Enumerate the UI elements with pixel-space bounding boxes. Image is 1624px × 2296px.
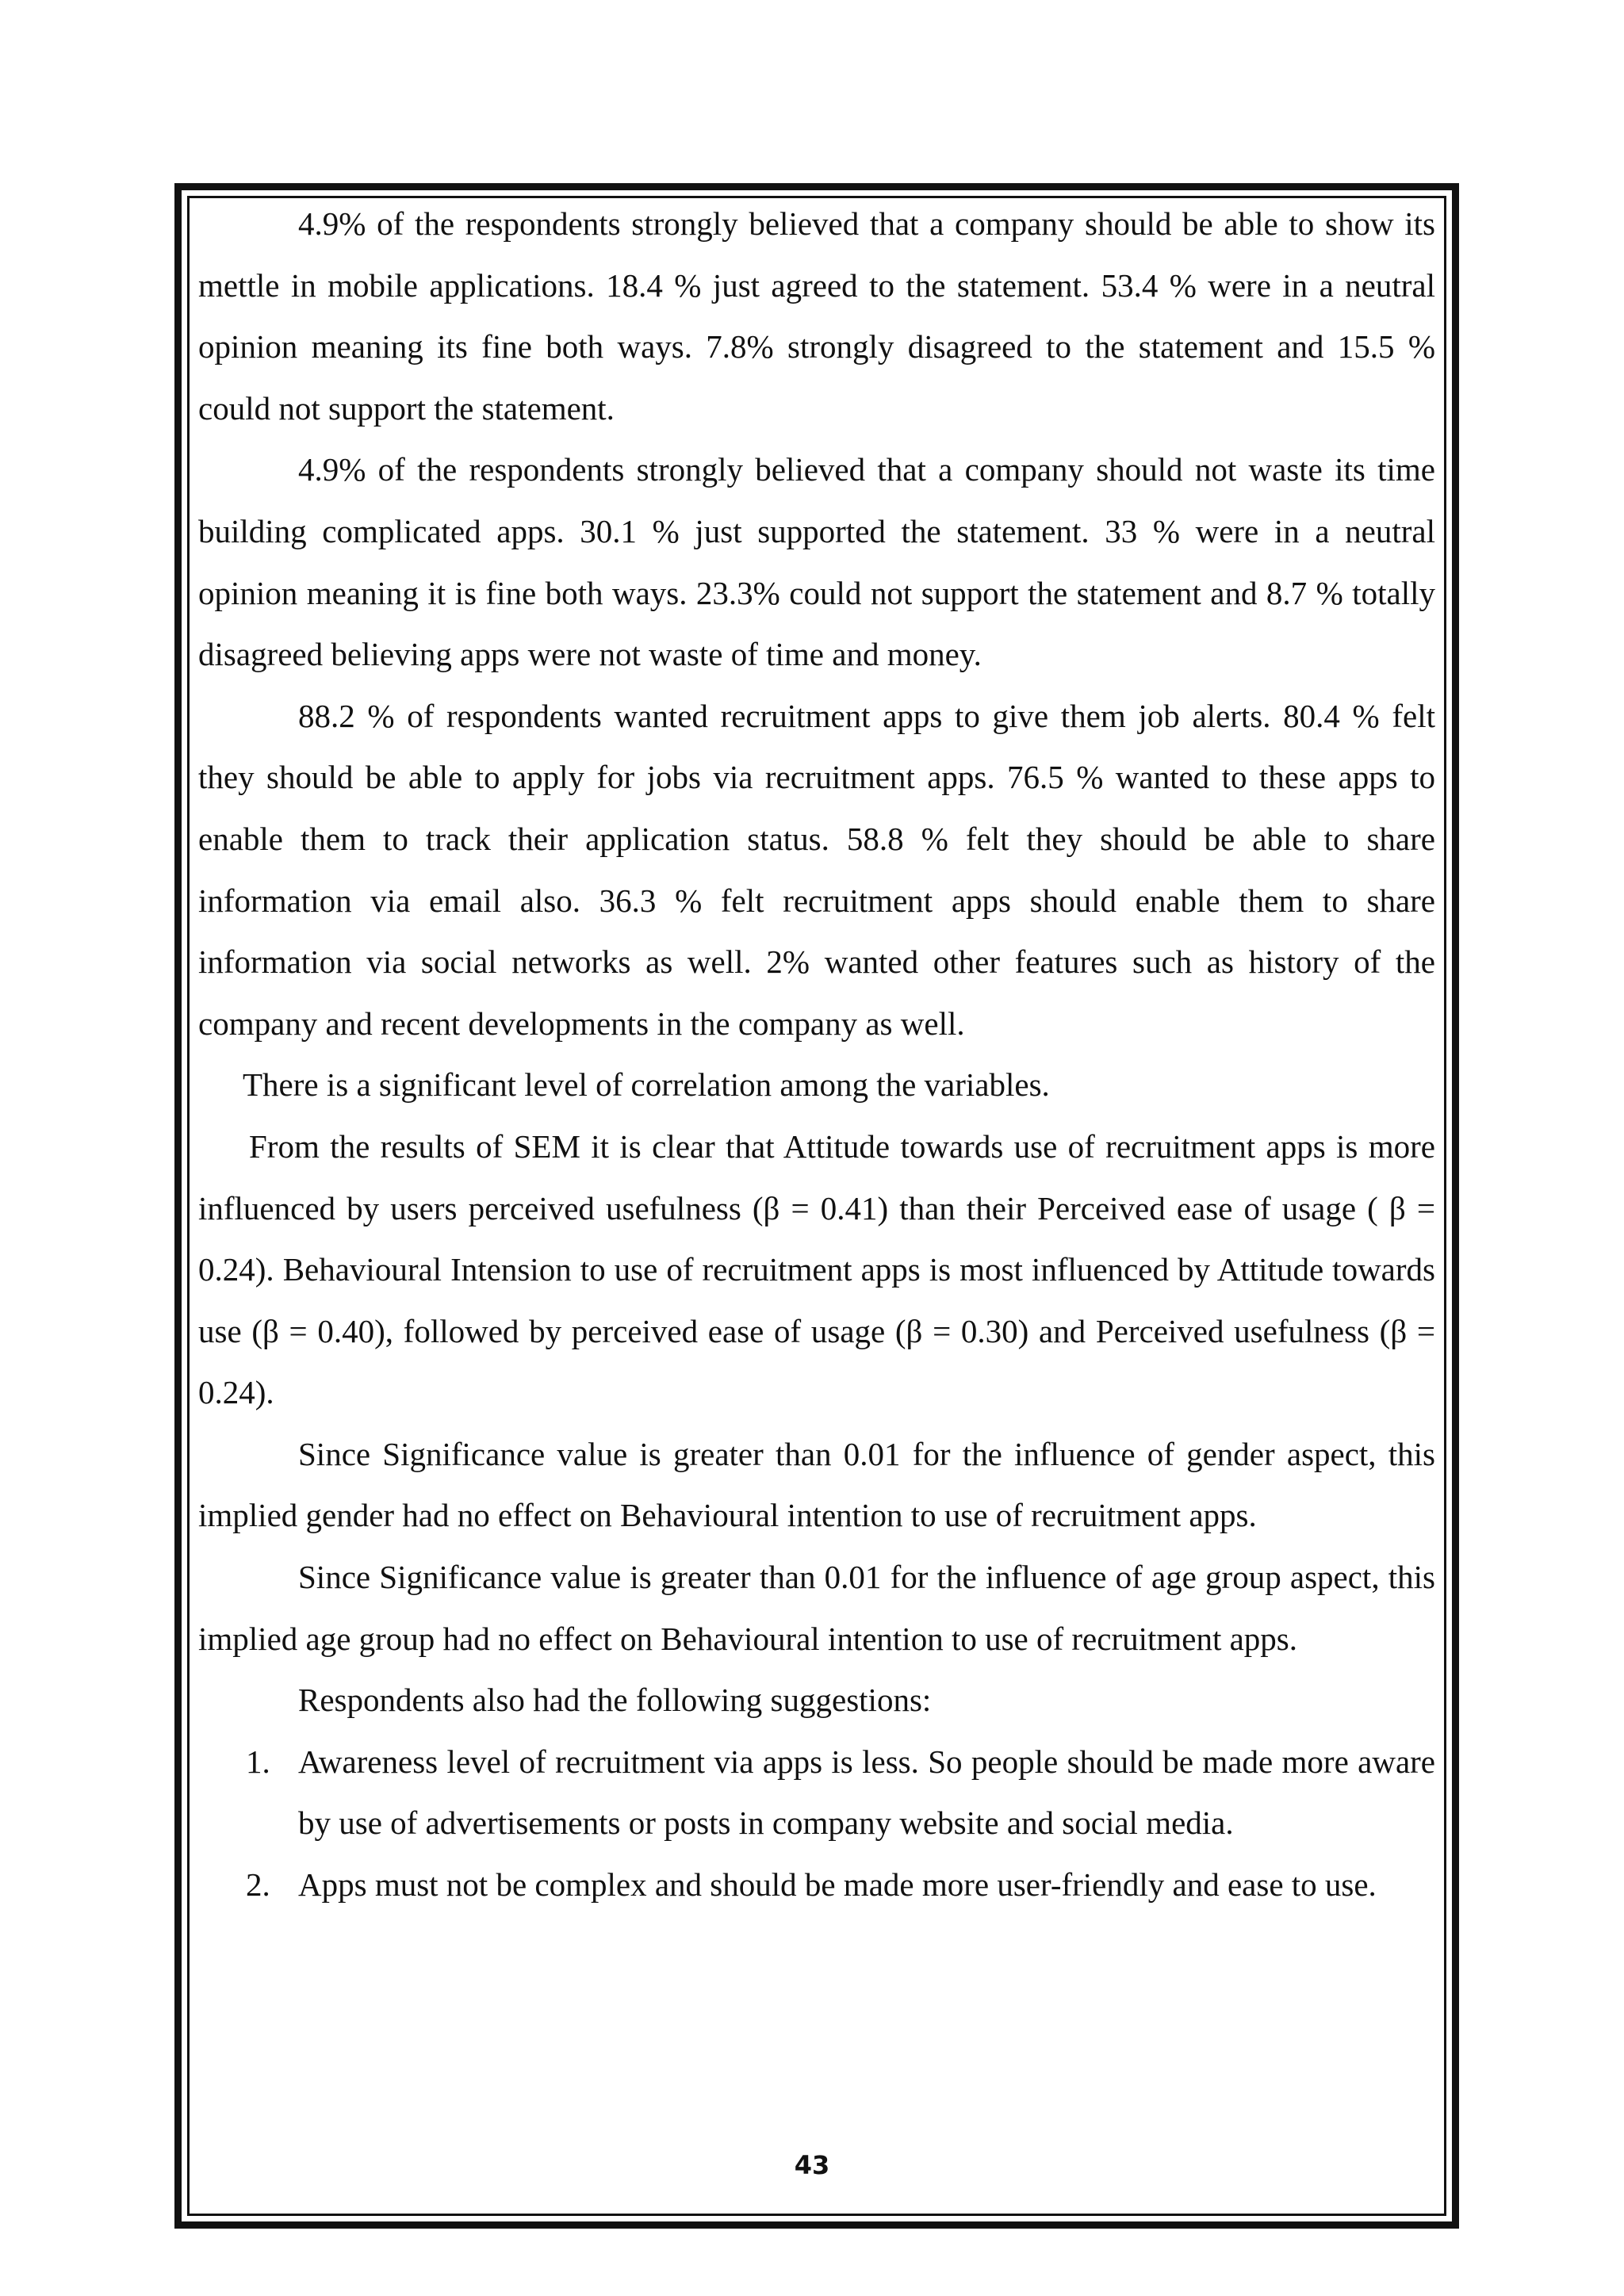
- paragraph-gender: Since Significance value is greater than 0.01 for the influence of gender aspect, this implied gender had no effect on Behavioural intention to use of recruitment apps.: [198, 1435, 1435, 1534]
- list-item: [198, 1732, 1435, 1854]
- document-body: [198, 193, 1435, 1916]
- paragraph-complicated-apps: 4.9% of the respondents strongly believed that a company should not waste its time building complicated apps. 30.1 % just supported the statement. 33 % were in a neutral opinion meaning it is fine both ways. 23.3% could not support the statement and 8.7 % totally disagreed believing apps were not waste of time and money.: [198, 451, 1435, 673]
- paragraph-age-group: Since Significance value is greater than 0.01 for the influence of age group aspect, this implied age group had no effect on Behavioural intention to use of recruitment apps.: [198, 1559, 1435, 1657]
- paragraph-correlation: There is a significant level of correlation among the variables.: [243, 1066, 1050, 1104]
- list-item-number: 1.: [246, 1743, 270, 1780]
- list-item-text: Apps must not be complex and should be made more user-friendly and ease to use.: [298, 1866, 1377, 1904]
- list-item-number: 2.: [246, 1866, 270, 1904]
- paragraph-app-features: 88.2 % of respondents wanted recruitment apps to give them job alerts. 80.4 % felt they should be able to apply for jobs via recruitment apps. 76.5 % wanted to these apps to enable them to track their application status. 58.8 % felt they should be able to share information via email also. 36.3 % felt recruitment apps should enable them to share information via social networks as well. 2% wanted other features such as history of the company and recent developments in the company as well.: [198, 697, 1435, 1042]
- paragraph-sem-results: From the results of SEM it is clear that Attitude towards use of recruitment apps is more influenced by users perceived usefulness (β = 0.41) than their Perceived ease of usage ( β = 0.24). Behavioural Intension to use of recruitment apps is most influenced by Attitude towards use (β = 0.40), followed by perceived ease of usage (β = 0.30) and Perceived usefulness (β = 0.24).: [198, 1127, 1435, 1411]
- paragraph-suggestions-intro: Respondents also had the following suggestions:: [298, 1682, 932, 1719]
- page-number: 43: [794, 2150, 830, 2180]
- paragraph-mettle: 4.9% of the respondents strongly believed that a company should be able to show its mettle in mobile applications. 18.4 % just agreed to the statement. 53.4 % were in a neutral opinion meaning its fine both ways. 7.8% strongly disagreed to the statement and 15.5 % could not support the statement.: [198, 205, 1435, 427]
- list-item: [198, 1854, 1435, 1916]
- suggestions-list: [198, 1732, 1435, 1916]
- list-item-text: Awareness level of recruitment via apps is less. So people should be made more aware by use of advertisements or posts in company website and social media.: [298, 1743, 1435, 1842]
